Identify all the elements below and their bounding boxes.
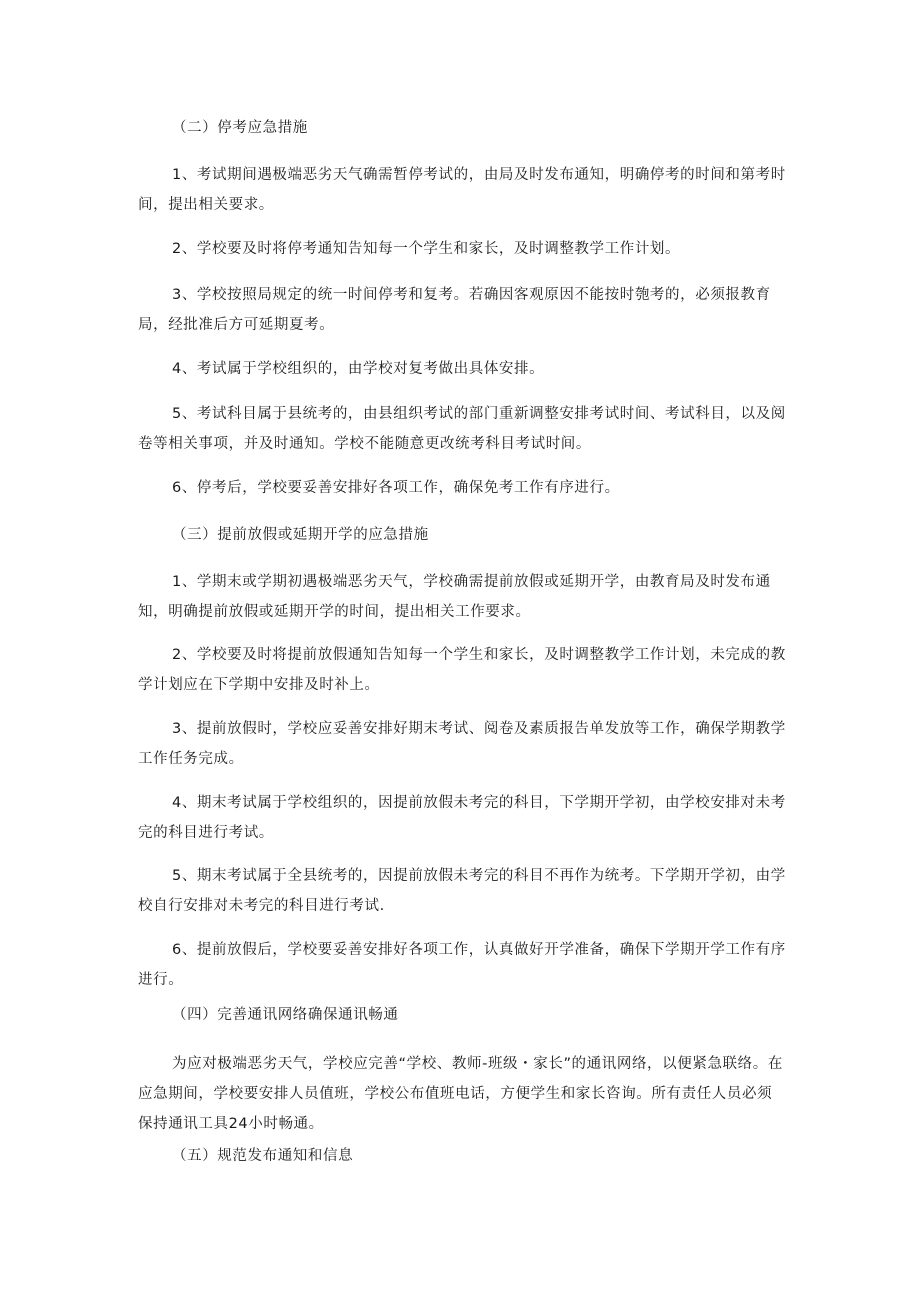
paragraph: 6、停考后，学校要妥善安排好各项工作，确保免考工作有序进行。: [172, 480, 620, 496]
section-heading: （五）规范发布通知和信息: [172, 1148, 354, 1164]
paragraph: 为应对极端恶劣天气，学校应完善“学校、教师-班级・家长”的通讯网络，以便紧急联络。在应急期间，学校要安排人员值班，学校公布值班电话，方便学生和家长咨询。所有责任人员必须保持通讯工具24小时畅通。: [138, 1056, 783, 1132]
paragraph: 5、期末考试属于全县统考的，因提前放假未考完的科目不再作为统考。下学期开学初，由学校自行安排对未考完的科目进行考试.: [138, 868, 786, 914]
section-heading: （四）完善通讯网络确保通讯畅通: [172, 1007, 399, 1023]
paragraph: 2、学校要及时将提前放假通知告知每一个学生和家长，及时调整教学工作计划，未完成的教学计划应在下学期中安排及时补上。: [138, 647, 786, 693]
paragraph: 2、学校要及时将停考通知告知每一个学生和家长，及时调整教学工作计划。: [172, 241, 681, 257]
paragraph: 1、学期末或学期初遇极端恶劣天气，学校确需提前放假或延期开学，由教育局及时发布通知，明确提前放假或延期开学的时间，提出相关工作要求。: [138, 574, 771, 620]
paragraph: 6、提前放假后，学校要妥善安排好各项工作，认真做好开学准备，确保下学期开学工作有序进行。: [138, 942, 786, 988]
section-heading: （三）提前放假或延期开学的应急措施: [172, 527, 429, 543]
paragraph: 4、考试属于学校组织的，由学校对复考做出具体安排。: [172, 361, 545, 377]
section-heading: （二）停考应急措施: [172, 120, 308, 136]
paragraph: 4、期末考试属于学校组织的，因提前放假未考完的科目，下学期开学初，由学校安排对未考完的科目进行考试。: [138, 795, 786, 841]
paragraph: 3、提前放假时，学校应妥善安排好期末考试、阅卷及素质报告单发放等工作，确保学期教学工作任务完成。: [138, 721, 786, 767]
paragraph: 5、考试科目属于县统考的，由县组织考试的部门重新调整安排考试时间、考试科目，以及阅卷等相关事项，并及时通知。学校不能随意更改统考科目考试时间。: [138, 406, 786, 452]
paragraph: 1、考试期间遇极端恶劣天气确需暂停考试的，由局及时发布通知，明确停考的时间和第考时间，提出相关要求。: [138, 167, 786, 213]
paragraph: 3、学校按照局规定的统一时间停考和复考。若确因客观原因不能按时匏考的，必须报教育局，经批准后方可延期夏考。: [138, 287, 771, 333]
